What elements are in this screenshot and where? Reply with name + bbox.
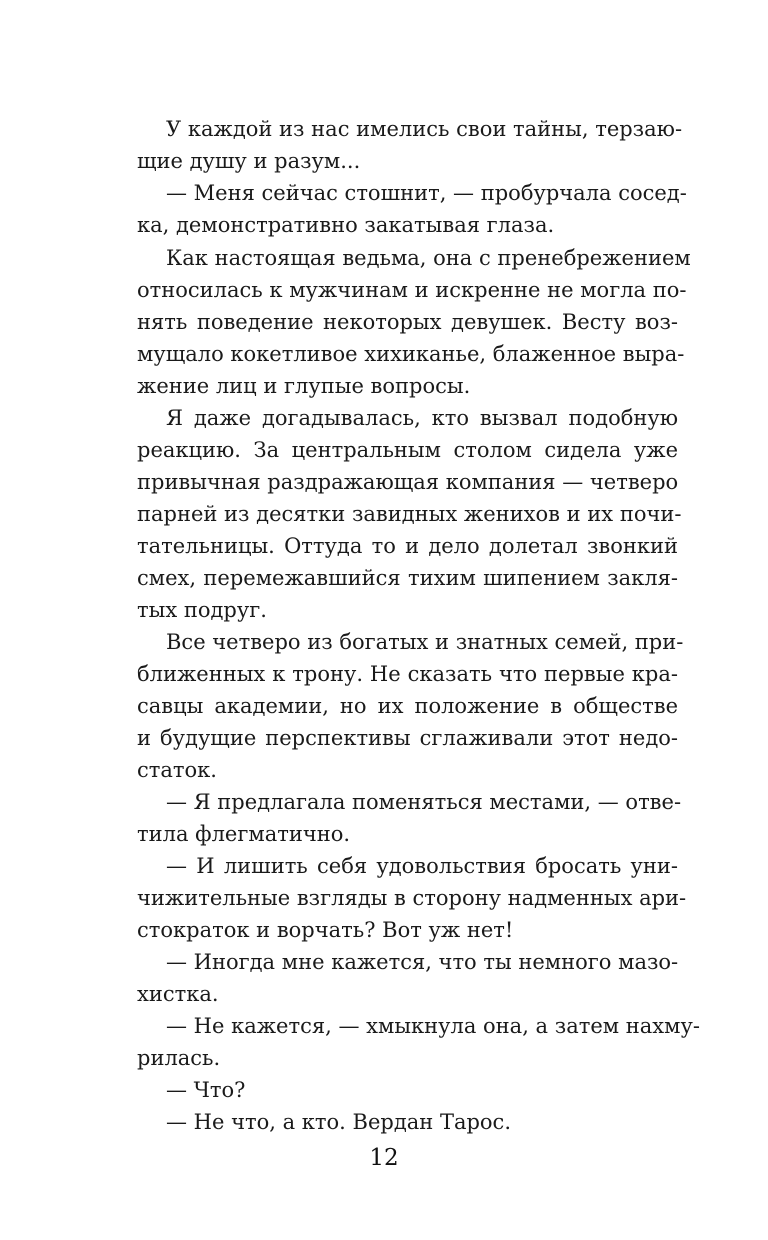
- text-line: нять поведение некоторых девушек. Весту воз-: [137, 310, 678, 334]
- text-line: мущало кокетливое хихиканье, блаженное выра-: [137, 342, 685, 366]
- text-line: щие душу и разум...: [137, 149, 361, 173]
- text-line: ка, демонстративно закатывая глаза.: [137, 213, 555, 237]
- text-line: жение лиц и глупые вопросы.: [137, 374, 471, 398]
- text-line: реакцию. За центральным столом сидела уже: [137, 438, 678, 462]
- text-line: — Что?: [166, 1078, 246, 1102]
- text-line: савцы академии, но их положение в обществе: [137, 694, 678, 718]
- text-line: — Меня сейчас стошнит, — пробурчала сосед-: [166, 181, 687, 205]
- text-line: смех, перемежавшийся тихим шипением закля-: [137, 566, 678, 590]
- page-number: 12: [369, 1145, 399, 1171]
- text-line: относилась к мужчинам и искренне не могла по-: [137, 278, 687, 302]
- text-line: У каждой из нас имелись свои тайны, терзаю-: [166, 117, 683, 141]
- text-line: рилась.: [137, 1046, 221, 1070]
- text-line: — И лишить себя удовольствия бросать уни-: [166, 854, 678, 878]
- text-line: стократок и ворчать? Вот уж нет!: [137, 918, 514, 942]
- text-line: Я даже догадывалась, кто вызвал подобную: [166, 406, 678, 430]
- text-line: чижительные взгляды в сторону надменных ари-: [137, 886, 687, 910]
- text-line: — Иногда мне кажется, что ты немного мазо-: [166, 950, 679, 974]
- text-line: и будущие перспективы сглаживали этот недо-: [137, 726, 678, 750]
- text-line: статок.: [137, 758, 217, 782]
- text-line: — Не кажется, — хмыкнула она, а затем нахму-: [166, 1014, 700, 1038]
- text-line: привычная раздражающая компания — четверо: [137, 470, 679, 494]
- text-line: тила флегматично.: [137, 822, 351, 846]
- text-line: тых подруг.: [137, 598, 267, 622]
- text-line: Все четверо из богатых и знатных семей, при-: [166, 630, 684, 654]
- text-line: парней из десятки завидных женихов и их почи-: [137, 502, 682, 526]
- text-line: ближенных к трону. Не сказать что первые кра-: [137, 662, 678, 686]
- text-line: тательницы. Оттуда то и дело долетал звонкий: [137, 534, 678, 558]
- text-line: хистка.: [137, 982, 219, 1006]
- text-line: Как настоящая ведьма, она с пренебрежением: [166, 246, 691, 270]
- text-line: — Не что, а кто. Вердан Тарос.: [166, 1110, 511, 1134]
- text-line: — Я предлагала поменяться местами, — отве-: [166, 790, 682, 814]
